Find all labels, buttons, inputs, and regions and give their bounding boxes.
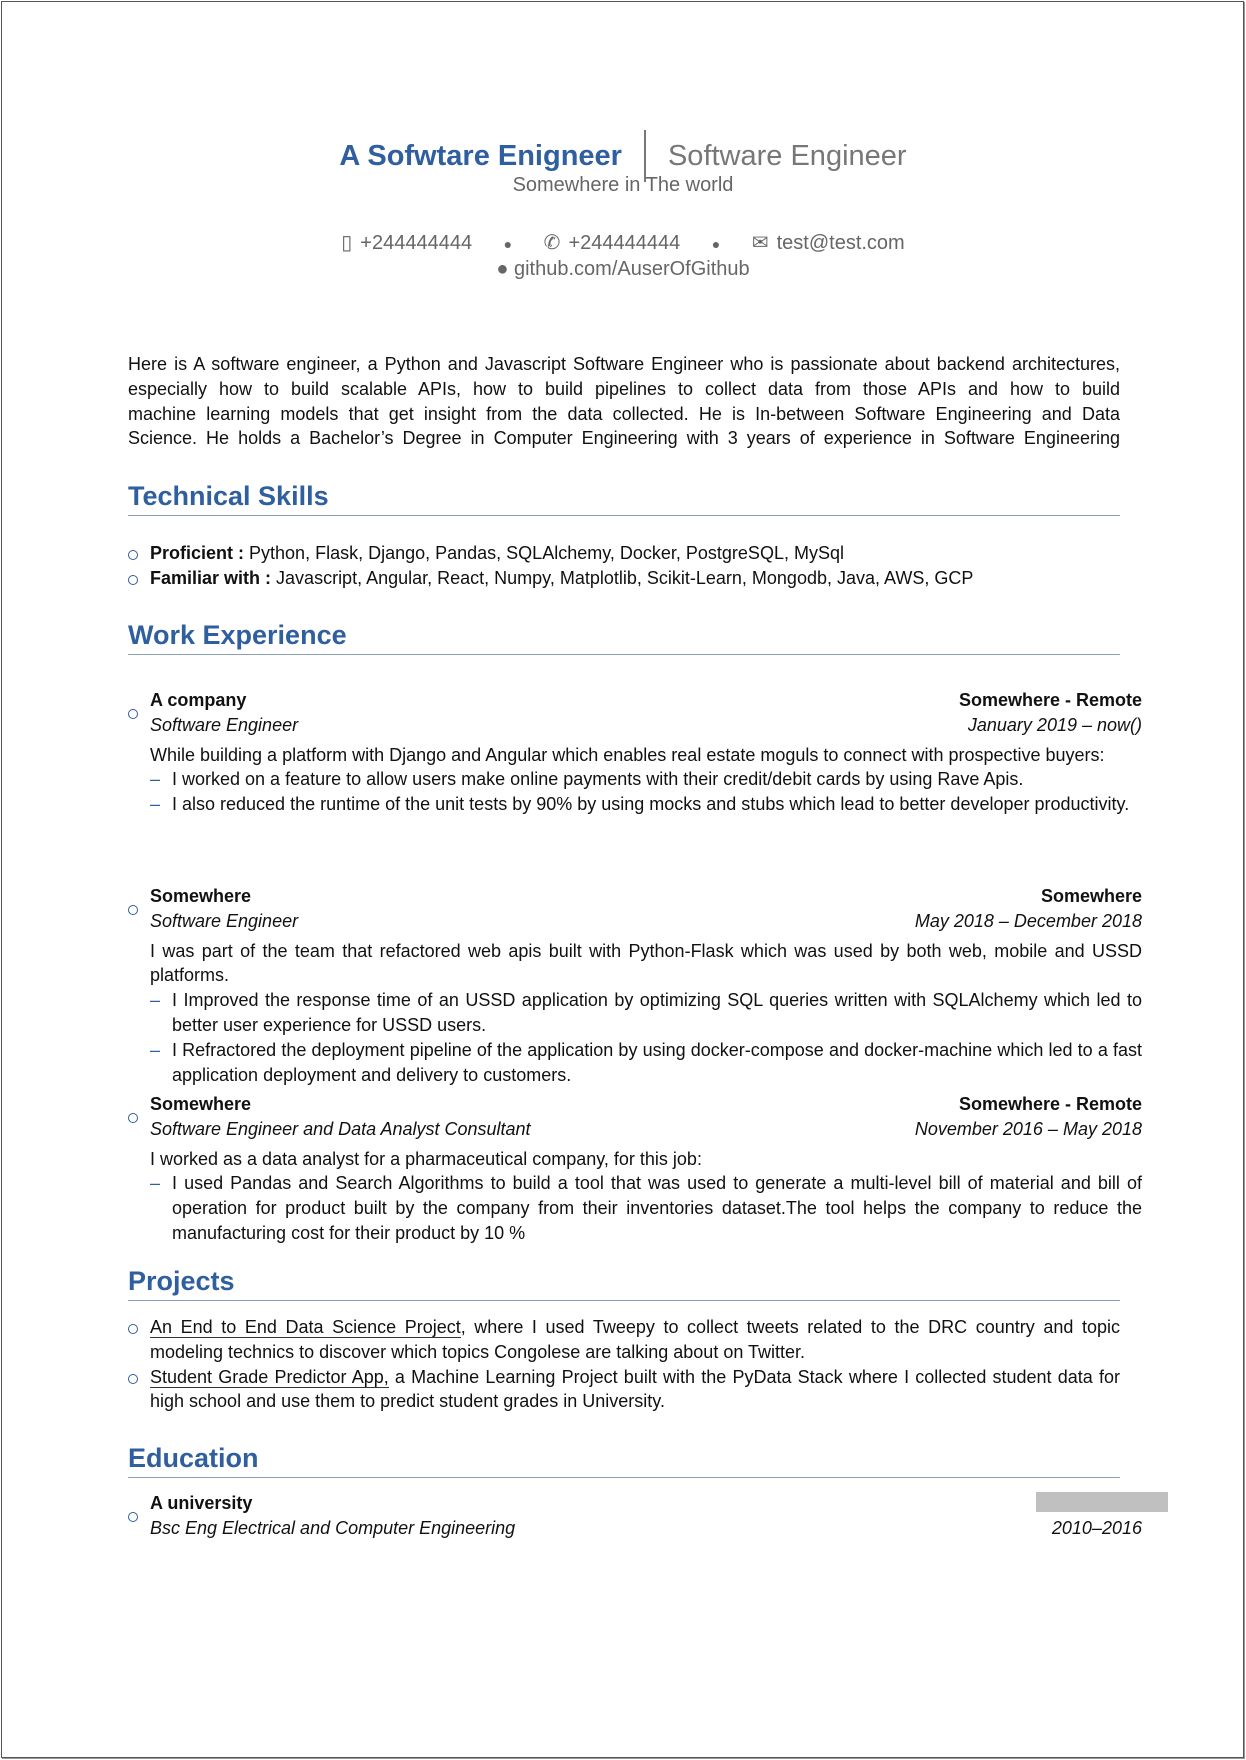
- job-location: Somewhere - Remote: [958, 1094, 1142, 1114]
- skill-value: Javascript, Angular, React, Numpy, Matplotlib, Scikit-Learn, Mongodb, Java, AWS, GCP: [276, 567, 974, 588]
- job-role: Software Engineer: [150, 910, 299, 931]
- bullet-text: I also reduced the runtime of the unit tests by 90% by using mocks and stubs which lead to better developer productivity.: [172, 794, 1130, 815]
- summary-line: especially how to build scalable APIs, how to build pipelines to collect data from those APIs and how to build: [128, 378, 1120, 399]
- candidate-role: Software Engineer: [667, 139, 907, 172]
- skill-label: Proficient :: [150, 543, 245, 563]
- education-dates: 2010–2016: [1051, 1517, 1142, 1538]
- company: A company: [150, 690, 247, 710]
- redaction-box: [1036, 1492, 1168, 1512]
- job-description: I worked as a data analyst for a pharmaceutical company, for this job:: [150, 1148, 702, 1169]
- bullet-circle-icon: [128, 550, 138, 560]
- separator: ●: [711, 235, 721, 252]
- bullet-circle-icon: [128, 1512, 138, 1522]
- job-location: Somewhere - Remote: [958, 690, 1142, 710]
- job-dates: May 2018 – December 2018: [914, 910, 1142, 931]
- job-role: Software Engineer: [150, 714, 299, 735]
- github-link[interactable]: github.com/AuserOfGithub: [513, 258, 750, 280]
- job-location: Somewhere: [1040, 886, 1142, 906]
- bullet-circle-icon: [128, 1113, 138, 1123]
- job-description: I was part of the team that refactored web apis built with Python-Flask which was used by both web, mobile and USSD platforms.: [150, 940, 1142, 986]
- bullet-text: I Refractored the deployment pipeline of the application by using docker-compose and docker-machine which led to a fast application deployment and delivery to customers.: [172, 1039, 1142, 1085]
- skills-list: [128, 541, 1120, 591]
- phone-icon: ✆: [543, 232, 561, 254]
- dash-bullet: –: [150, 1173, 161, 1194]
- job-bullet: [128, 767, 1142, 792]
- work-entry: [128, 1092, 1142, 1246]
- job-bullet: [128, 792, 1142, 817]
- job-role: Software Engineer and Data Analyst Consultant: [150, 1118, 531, 1139]
- section-heading-skills: Technical Skills: [128, 480, 1120, 516]
- project-description: a Machine Learning Project built with the PyData Stack where I collected student data for high school and use them to predict student grades in University.: [150, 1366, 1120, 1412]
- section-heading-projects: Projects: [128, 1265, 1120, 1301]
- bullet-circle-icon: [128, 575, 138, 585]
- bullet-circle-icon: [128, 905, 138, 915]
- project-description: , where I used Tweepy to collect tweets related to the DRC country and topic modeling technics to discover which topics Congolese are talking about on Twitter.: [150, 1317, 1120, 1362]
- bullet-circle-icon: [128, 1374, 138, 1384]
- bullet-text: I worked on a feature to allow users make online payments with their credit/debit cards by using Rave Apis.: [172, 769, 1024, 790]
- location: Somewhere in The world: [512, 174, 734, 196]
- summary-line: Science. He holds a Bachelor’s Degree in Computer Engineering with 3 years of experience in Software Engineering: [128, 428, 1120, 449]
- job-bullet: [128, 988, 1142, 1038]
- summary-line: Here is A software engineer, a Python and Javascript Software Engineer who is passionate about backend architectures,: [128, 354, 1120, 374]
- skill-item: [128, 566, 1120, 591]
- globe-icon: ●: [496, 258, 509, 280]
- job-bullet: [128, 1038, 1142, 1088]
- dash-bullet: –: [150, 794, 161, 815]
- dash-bullet: –: [150, 769, 161, 790]
- envelope-icon: ✉: [751, 232, 769, 254]
- candidate-name: A Sofwtare Enigneer: [339, 139, 622, 172]
- section-heading-work: Work Experience: [128, 619, 1120, 655]
- project-item: [128, 1315, 1120, 1365]
- contact-line: [0, 230, 1246, 255]
- work-entry: [128, 884, 1142, 1087]
- school: A university: [150, 1493, 253, 1513]
- job-dates: January 2019 – now(): [967, 714, 1142, 735]
- company: Somewhere: [150, 1094, 252, 1114]
- mobile-icon: ▯: [341, 232, 353, 254]
- degree: Bsc Eng Electrical and Computer Engineering: [150, 1517, 516, 1538]
- dash-bullet: –: [150, 990, 161, 1011]
- job-description: While building a platform with Django and Angular which enables real estate moguls to connect with prospective buyers:: [150, 744, 1105, 765]
- mobile-number: +244444444: [360, 232, 473, 254]
- bullet-text: I used Pandas and Search Algorithms to build a tool that was used to generate a multi-level bill of material and bill of operation for product built by the company from their inventories dataset.The tool helps the company to reduce the manufacturing cost for their product by 10 %: [172, 1173, 1142, 1243]
- projects-list: [128, 1315, 1120, 1414]
- project-link[interactable]: Student Grade Predictor App,: [150, 1366, 389, 1387]
- bullet-circle-icon: [128, 709, 138, 719]
- summary: [128, 352, 1120, 451]
- skill-value: Python, Flask, Django, Pandas, SQLAlchemy, Docker, PostgreSQL, MySql: [249, 543, 844, 563]
- education-entry: [128, 1491, 1142, 1541]
- company: Somewhere: [150, 886, 252, 906]
- github-line: [0, 258, 1246, 281]
- project-link[interactable]: An End to End Data Science Project: [150, 1317, 461, 1337]
- phone-number: +244444444: [568, 232, 681, 254]
- bullet-circle-icon: [128, 1324, 138, 1334]
- dash-bullet: –: [150, 1039, 161, 1060]
- job-dates: November 2016 – May 2018: [914, 1118, 1142, 1139]
- separator: ●: [503, 235, 513, 252]
- bullet-text: I Improved the response time of an USSD application by optimizing SQL queries written with SQLAlchemy which led to better user experience for USSD users.: [172, 990, 1142, 1035]
- work-entry: [128, 688, 1142, 817]
- project-item: [128, 1365, 1120, 1415]
- email-link[interactable]: test@test.com: [776, 232, 905, 254]
- skill-item: [128, 541, 1120, 566]
- job-bullet: [128, 1171, 1142, 1245]
- section-heading-education: Education: [128, 1442, 1120, 1478]
- skill-label: Familiar with :: [150, 567, 272, 588]
- summary-line: machine learning models that get insight from the data collected. He is In-between Software Engineering and Data: [128, 403, 1120, 424]
